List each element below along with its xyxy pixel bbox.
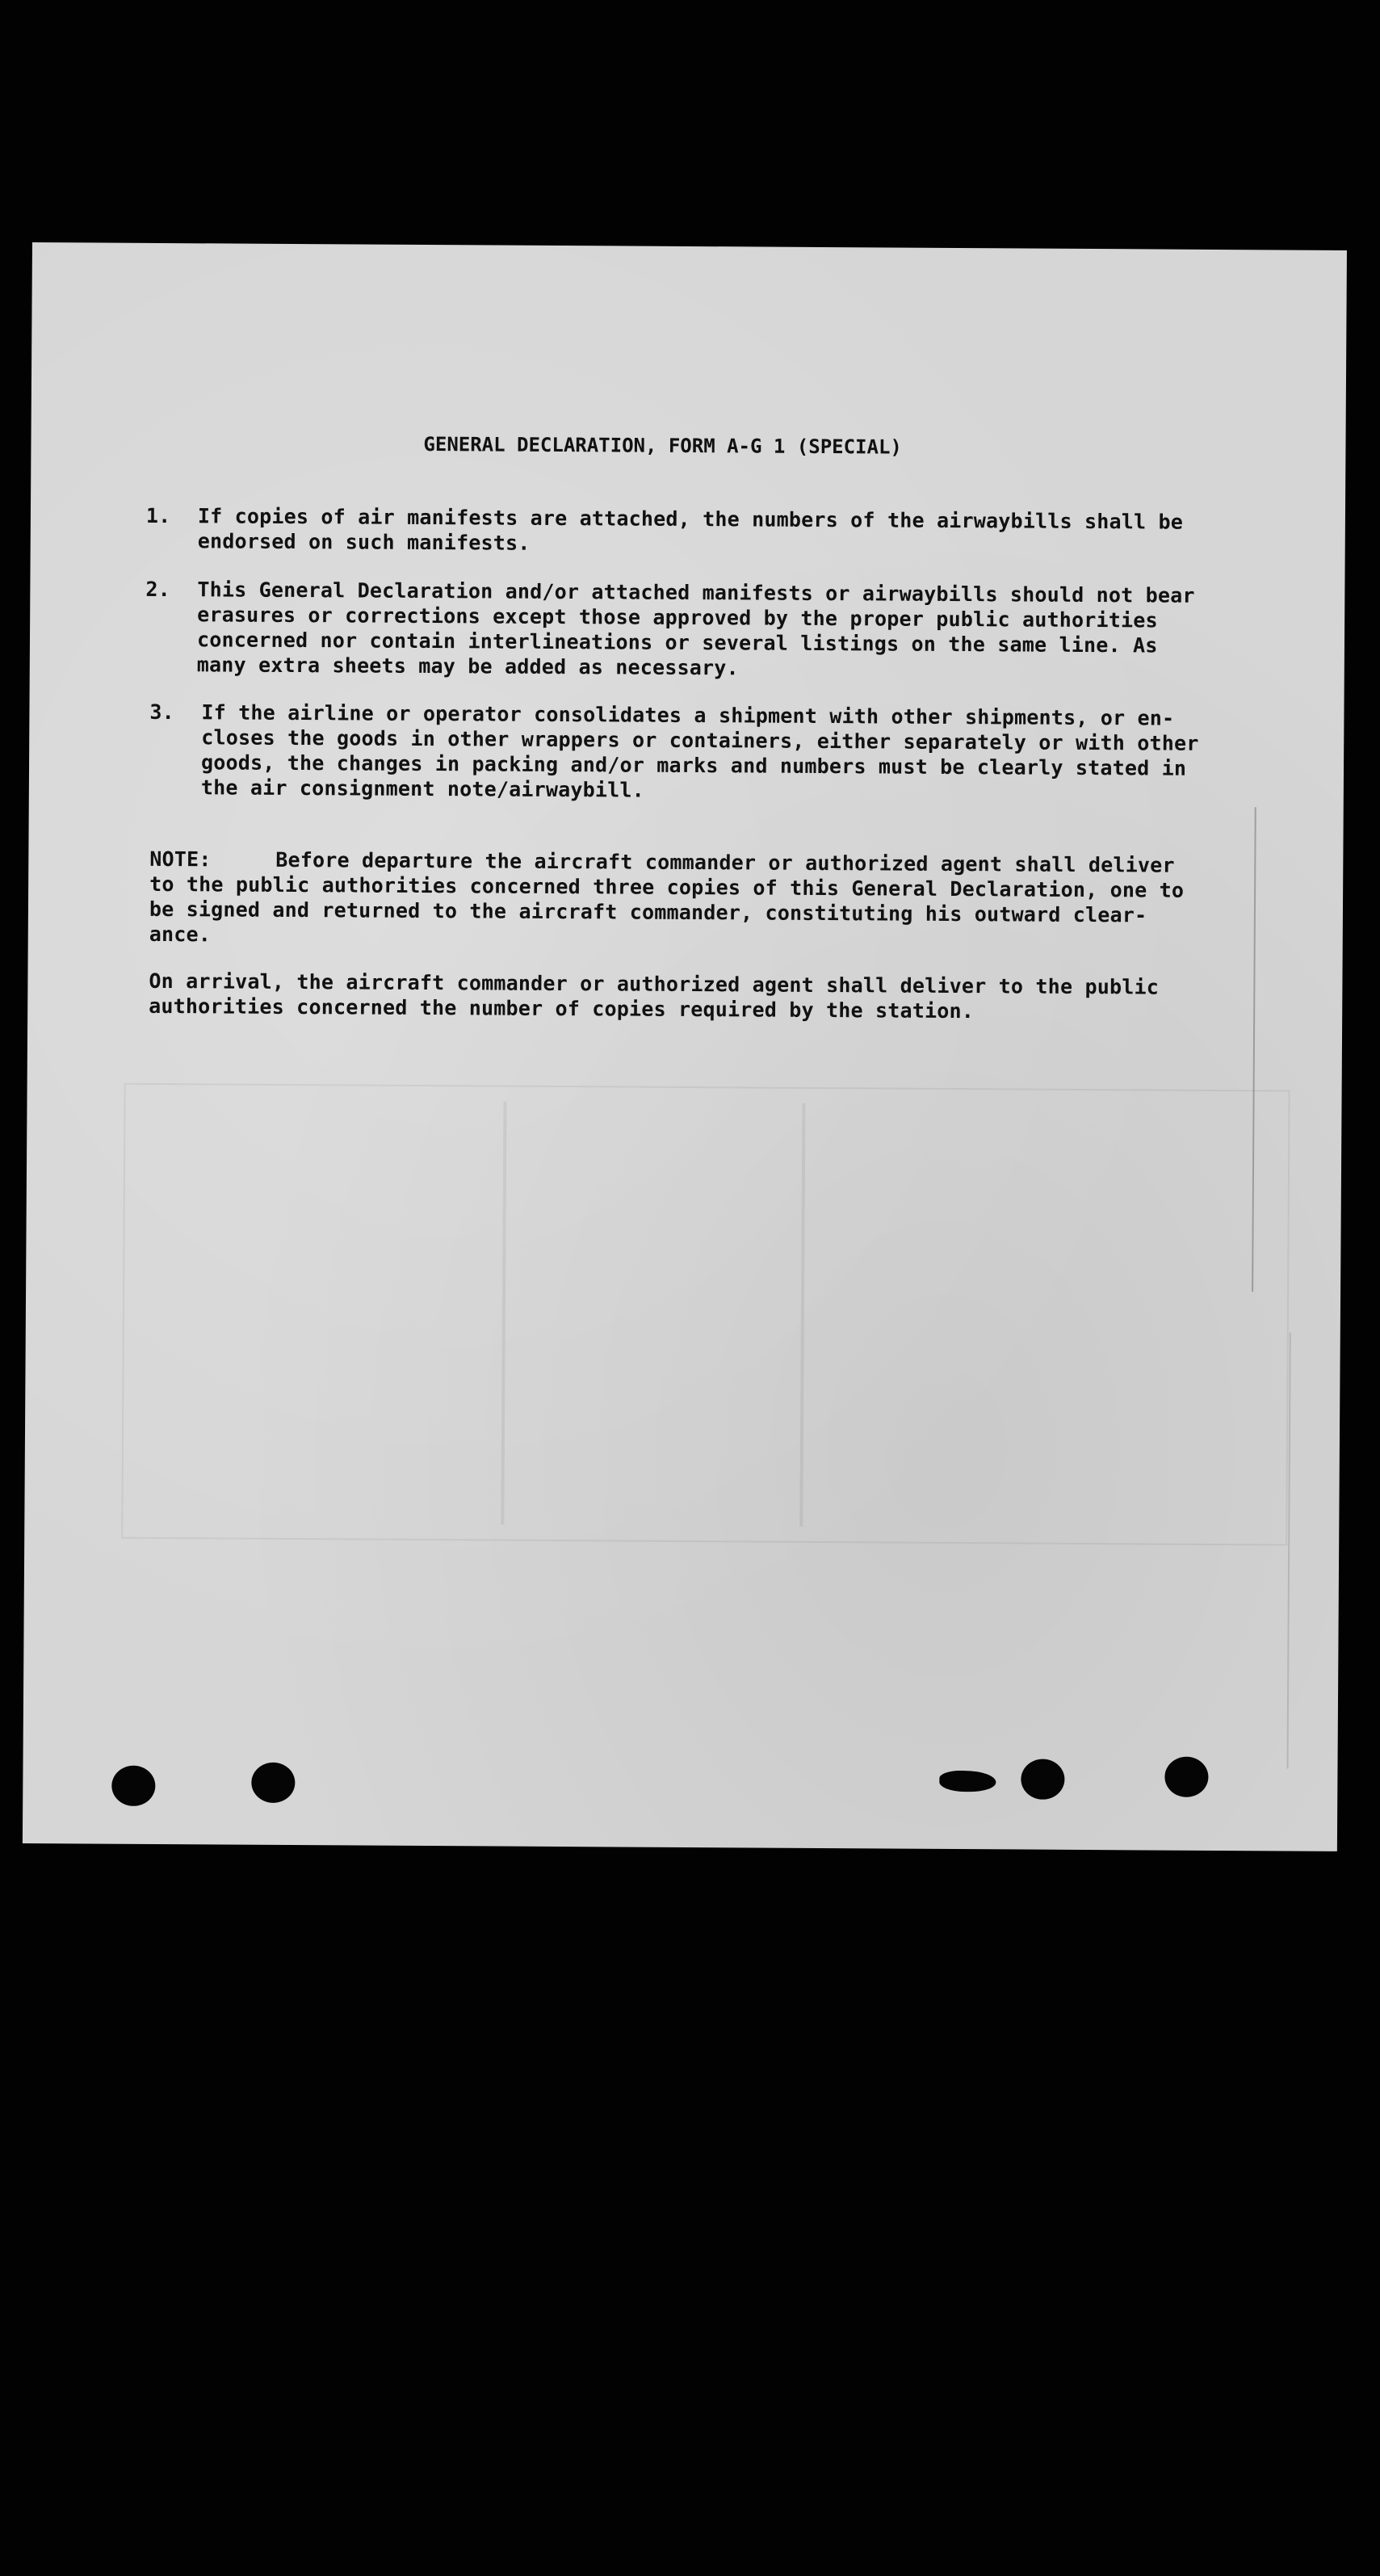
punch-hole <box>1021 1759 1064 1800</box>
text-line: the air consignment note/airwaybill. <box>200 775 645 802</box>
text-line: many extra sheets may be added as necessary. <box>196 653 739 680</box>
list-item-text <box>201 700 1284 806</box>
text-line: to the public authorities concerned three copies of this General Declaration, one to <box>149 872 1185 902</box>
list-item-3 <box>149 700 1281 802</box>
page-title: GENERAL DECLARATION, FORM A-G 1 (SPECIAL) <box>423 432 902 459</box>
note-text: Before departure the aircraft commander or authorized agent shall deliver <box>275 847 1175 877</box>
list-item-2 <box>145 577 1276 680</box>
text-line: goods, the changes in packing and/or marks and numbers must be clearly stated in <box>200 750 1187 780</box>
punch-hole <box>1164 1757 1208 1797</box>
text-line: ance. <box>149 922 212 947</box>
document-page <box>23 242 1347 1851</box>
text-line: If copies of air manifests are attached, the numbers of the airwaybills shall be <box>197 504 1184 534</box>
note-paragraph <box>149 847 1224 953</box>
punch-hole <box>251 1763 295 1803</box>
list-item-number: 2. <box>145 577 170 602</box>
punch-hole <box>111 1766 155 1806</box>
text-line: be signed and returned to the aircraft commander, constituting his outward clear- <box>149 897 1147 927</box>
text-line: endorsed on such manifests. <box>197 529 531 555</box>
text-line: closes the goods in other wrappers or containers, either separately or with other <box>201 725 1199 755</box>
text-line: On arrival, the aircraft commander or authorized agent shall deliver to the public <box>149 969 1160 999</box>
list-item-1 <box>145 503 1277 555</box>
text-line: If the airline or operator consolidates a shipment with other shipments, or en- <box>201 700 1175 730</box>
bleed-through-text <box>170 1487 176 1511</box>
text-line: authorities concerned the number of copies required by the station. <box>149 994 975 1023</box>
list-item-text <box>198 503 1280 560</box>
note-label: NOTE: <box>149 847 212 872</box>
text-line: erasures or corrections except those approved by the proper public authorities <box>197 603 1158 632</box>
list-item-text <box>197 577 1280 683</box>
arrival-paragraph <box>149 969 1223 1025</box>
punch-hole <box>939 1771 996 1792</box>
text-line: concerned nor contain interlineations or several listings on the same line. As <box>196 628 1158 658</box>
bleed-through-box <box>121 1083 1290 1546</box>
text-line: This General Declaration and/or attached manifests or airwaybills should not bear <box>197 578 1195 607</box>
list-item-number: 1. <box>145 503 171 528</box>
list-item-number: 3. <box>149 700 175 725</box>
